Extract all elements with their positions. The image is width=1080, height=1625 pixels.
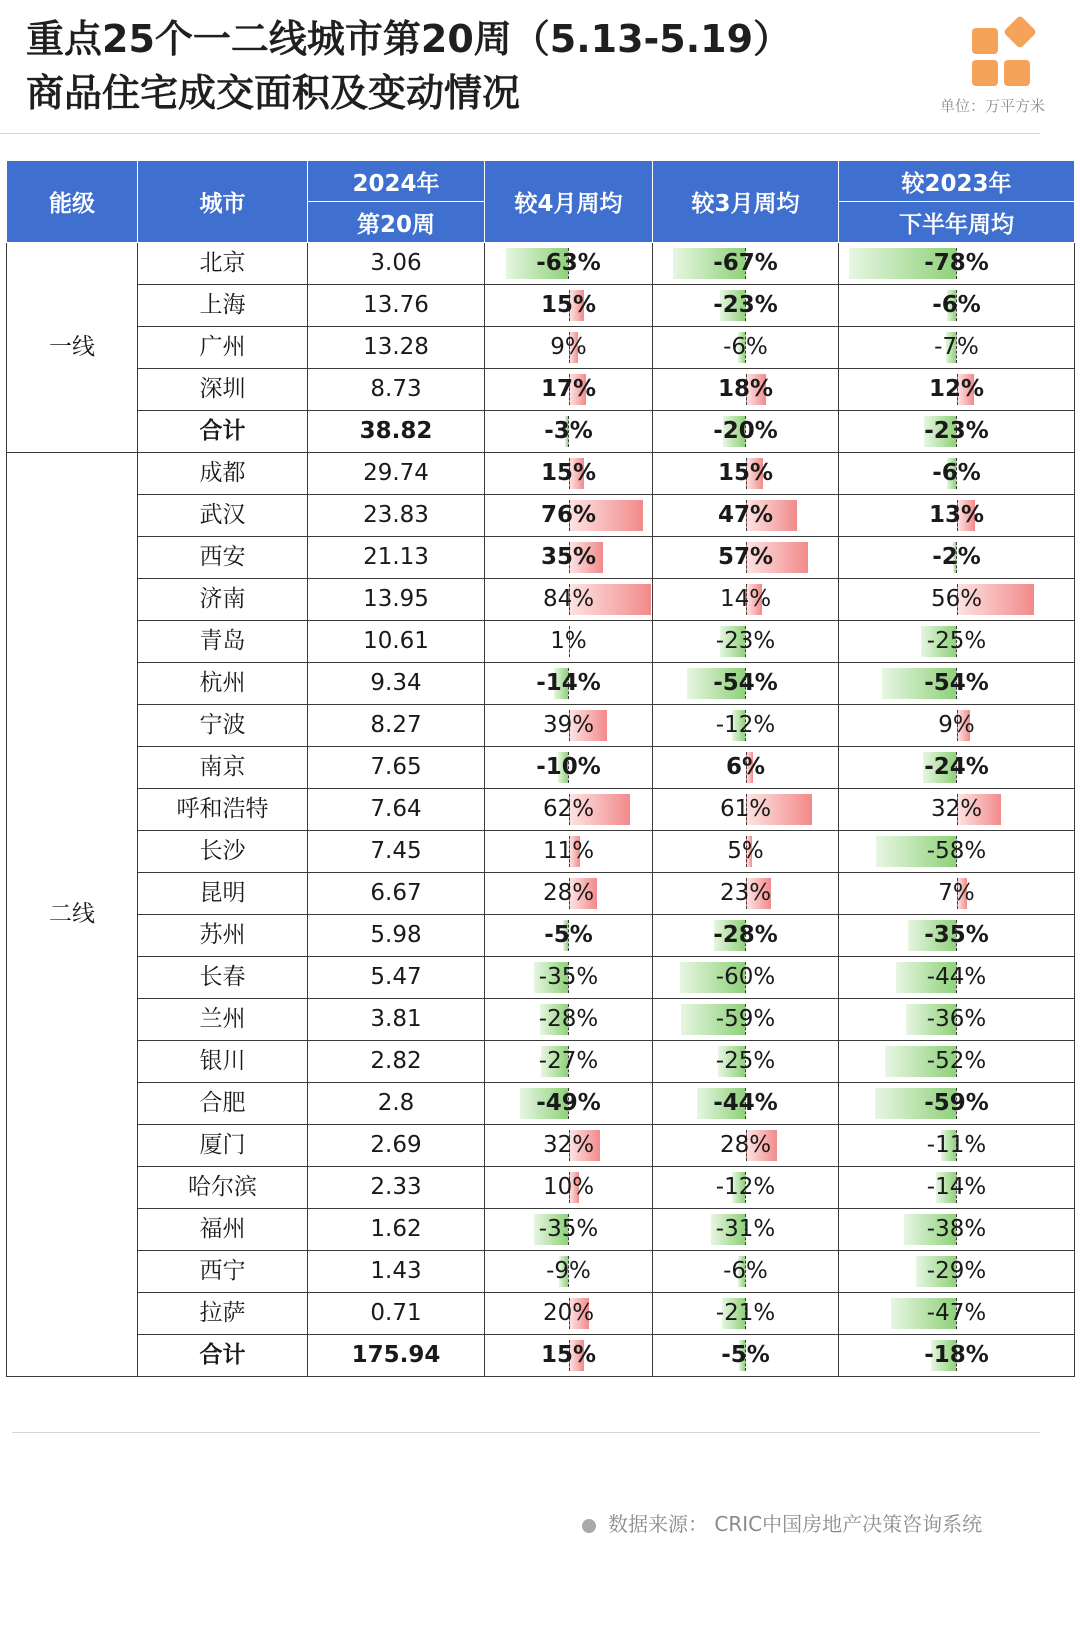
table-row xyxy=(7,1293,1075,1335)
pct-cell-apr xyxy=(485,957,653,999)
pct-cell-apr xyxy=(485,999,653,1041)
pct-cell-apr xyxy=(485,1125,653,1167)
header-vs-april: 较4月周均 xyxy=(485,161,653,243)
pct-value: 10% xyxy=(542,1174,595,1200)
pct-value: -59% xyxy=(715,1006,776,1032)
city-cell: 合计 xyxy=(138,1335,308,1377)
city-cell: 青岛 xyxy=(138,621,308,663)
pct-cell-h2 xyxy=(839,957,1075,999)
pct-cell-h2 xyxy=(839,1167,1075,1209)
pct-cell-apr xyxy=(485,579,653,621)
pct-value: -6% xyxy=(723,334,768,360)
pct-value: 1% xyxy=(550,628,587,654)
table-row xyxy=(7,621,1075,663)
table-row xyxy=(7,1125,1075,1167)
area-cell: 21.13 xyxy=(308,537,485,579)
pct-cell-mar xyxy=(653,1041,839,1083)
bottom-divider xyxy=(12,1432,1040,1433)
pct-value: -12% xyxy=(715,712,776,738)
tier-cell: 二线 xyxy=(7,453,138,1377)
pct-value: 5% xyxy=(727,838,764,864)
table-row xyxy=(7,999,1075,1041)
pct-cell-apr xyxy=(485,915,653,957)
pct-value: -35% xyxy=(924,922,989,948)
pct-value: -29% xyxy=(926,1258,987,1284)
pct-cell-apr xyxy=(485,243,653,285)
pct-cell-mar xyxy=(653,1083,839,1125)
table-row xyxy=(7,957,1075,999)
area-cell: 2.8 xyxy=(308,1083,485,1125)
pct-cell-h2 xyxy=(839,915,1075,957)
city-cell: 广州 xyxy=(138,327,308,369)
pct-value: 76% xyxy=(540,502,597,528)
pct-value: -6% xyxy=(723,1258,768,1284)
city-cell: 银川 xyxy=(138,1041,308,1083)
city-cell: 长沙 xyxy=(138,831,308,873)
pct-cell-apr xyxy=(485,1209,653,1251)
pct-cell-h2 xyxy=(839,1251,1075,1293)
city-cell: 长春 xyxy=(138,957,308,999)
pct-value: -10% xyxy=(536,754,601,780)
city-cell: 上海 xyxy=(138,285,308,327)
city-cell: 宁波 xyxy=(138,705,308,747)
area-cell: 13.95 xyxy=(308,579,485,621)
pct-cell-apr xyxy=(485,1293,653,1335)
pct-value: -14% xyxy=(926,1174,987,1200)
table-row xyxy=(7,1167,1075,1209)
pct-cell-apr xyxy=(485,747,653,789)
pct-cell-apr xyxy=(485,537,653,579)
pct-value: -52% xyxy=(926,1048,987,1074)
pct-value: 9% xyxy=(550,334,587,360)
page-title xyxy=(26,12,926,120)
source-text: 数据来源： CRIC中国房地产决策咨询系统 xyxy=(608,1512,983,1536)
pct-value: -60% xyxy=(715,964,776,990)
pct-value: 6% xyxy=(725,754,766,780)
pct-value: -54% xyxy=(924,670,989,696)
pct-value: 13% xyxy=(928,502,985,528)
header-city: 城市 xyxy=(138,161,308,243)
table-row xyxy=(7,1209,1075,1251)
pct-cell-h2 xyxy=(839,621,1075,663)
table-row xyxy=(7,789,1075,831)
pct-cell-apr xyxy=(485,453,653,495)
pct-cell-h2 xyxy=(839,537,1075,579)
pct-value: -23% xyxy=(924,418,989,444)
pct-cell-apr xyxy=(485,1167,653,1209)
pct-cell-h2 xyxy=(839,999,1075,1041)
pct-cell-h2 xyxy=(839,1125,1075,1167)
pct-value: 39% xyxy=(542,712,595,738)
pct-cell-mar xyxy=(653,537,839,579)
pct-cell-h2 xyxy=(839,369,1075,411)
area-cell: 7.64 xyxy=(308,789,485,831)
pct-value: -44% xyxy=(713,1090,778,1116)
area-cell: 1.43 xyxy=(308,1251,485,1293)
pct-cell-mar xyxy=(653,453,839,495)
header-area-week: 第20周 xyxy=(308,202,485,243)
pct-cell-apr xyxy=(485,411,653,453)
city-cell: 杭州 xyxy=(138,663,308,705)
pct-cell-mar xyxy=(653,495,839,537)
pct-value: -44% xyxy=(926,964,987,990)
area-cell: 2.69 xyxy=(308,1125,485,1167)
area-cell: 5.47 xyxy=(308,957,485,999)
area-cell: 2.82 xyxy=(308,1041,485,1083)
table-row xyxy=(7,453,1075,495)
pct-value: -54% xyxy=(713,670,778,696)
pct-value: -6% xyxy=(932,460,981,486)
pct-value: -12% xyxy=(715,1174,776,1200)
city-cell: 福州 xyxy=(138,1209,308,1251)
table-row xyxy=(7,663,1075,705)
pct-value: 7% xyxy=(938,880,975,906)
pct-cell-mar xyxy=(653,789,839,831)
pct-value: -78% xyxy=(924,250,989,276)
pct-cell-apr xyxy=(485,1251,653,1293)
data-table xyxy=(6,160,1074,1377)
four-squares-logo-icon xyxy=(972,20,1036,84)
pct-value: -67% xyxy=(713,250,778,276)
pct-value: 11% xyxy=(542,838,595,864)
pct-cell-apr xyxy=(485,705,653,747)
data-source xyxy=(582,1508,982,1537)
city-cell: 呼和浩特 xyxy=(138,789,308,831)
pct-value: 32% xyxy=(930,796,983,822)
city-cell: 济南 xyxy=(138,579,308,621)
pct-cell-h2 xyxy=(839,579,1075,621)
city-cell: 昆明 xyxy=(138,873,308,915)
pct-value: 28% xyxy=(542,880,595,906)
area-cell: 7.45 xyxy=(308,831,485,873)
pct-value: -63% xyxy=(536,250,601,276)
pct-cell-mar xyxy=(653,873,839,915)
pct-value: 61% xyxy=(719,796,772,822)
pct-value: -24% xyxy=(924,754,989,780)
area-cell: 6.67 xyxy=(308,873,485,915)
table-row xyxy=(7,579,1075,621)
table-row xyxy=(7,369,1075,411)
tier-cell: 一线 xyxy=(7,243,138,453)
pct-value: 32% xyxy=(542,1132,595,1158)
table-row xyxy=(7,1251,1075,1293)
pct-cell-h2 xyxy=(839,495,1075,537)
pct-value: -18% xyxy=(924,1342,989,1368)
pct-value: -35% xyxy=(538,964,599,990)
pct-value: 15% xyxy=(717,460,774,486)
pct-cell-mar xyxy=(653,1209,839,1251)
pct-cell-mar xyxy=(653,663,839,705)
table-row xyxy=(7,873,1075,915)
pct-value: -11% xyxy=(926,1132,987,1158)
pct-value: 35% xyxy=(540,544,597,570)
pct-cell-h2 xyxy=(839,663,1075,705)
pct-cell-mar xyxy=(653,705,839,747)
pct-value: -6% xyxy=(932,292,981,318)
pct-value: 84% xyxy=(542,586,595,612)
header-area-year: 2024年 xyxy=(308,161,485,202)
table-body xyxy=(7,243,1075,1377)
pct-cell-mar xyxy=(653,1293,839,1335)
pct-cell-h2 xyxy=(839,285,1075,327)
table-row xyxy=(7,705,1075,747)
pct-value: 12% xyxy=(928,376,985,402)
pct-cell-h2 xyxy=(839,747,1075,789)
dot-icon xyxy=(582,1519,596,1533)
pct-value: -3% xyxy=(544,418,593,444)
pct-value: -47% xyxy=(926,1300,987,1326)
pct-cell-apr xyxy=(485,369,653,411)
city-cell: 合计 xyxy=(138,411,308,453)
area-cell: 8.73 xyxy=(308,369,485,411)
table-row xyxy=(7,495,1075,537)
pct-value: 9% xyxy=(938,712,975,738)
city-cell: 西安 xyxy=(138,537,308,579)
area-cell: 13.76 xyxy=(308,285,485,327)
area-cell: 0.71 xyxy=(308,1293,485,1335)
pct-value: -28% xyxy=(538,1006,599,1032)
pct-value: 62% xyxy=(542,796,595,822)
pct-cell-h2 xyxy=(839,1209,1075,1251)
area-cell: 38.82 xyxy=(308,411,485,453)
header-vs-march: 较3月周均 xyxy=(653,161,839,243)
pct-value: 57% xyxy=(717,544,774,570)
pct-value: 15% xyxy=(540,460,597,486)
header-vs-2023-top: 较2023年 xyxy=(839,161,1075,202)
pct-cell-h2 xyxy=(839,327,1075,369)
pct-cell-apr xyxy=(485,789,653,831)
pct-value: -5% xyxy=(721,1342,770,1368)
city-cell: 哈尔滨 xyxy=(138,1167,308,1209)
area-cell: 8.27 xyxy=(308,705,485,747)
table-row xyxy=(7,411,1075,453)
area-cell: 2.33 xyxy=(308,1167,485,1209)
area-cell: 10.61 xyxy=(308,621,485,663)
area-cell: 13.28 xyxy=(308,327,485,369)
pct-cell-apr xyxy=(485,1335,653,1377)
pct-value: -14% xyxy=(536,670,601,696)
pct-value: 15% xyxy=(540,292,597,318)
pct-cell-h2 xyxy=(839,1335,1075,1377)
pct-cell-apr xyxy=(485,663,653,705)
pct-value: -21% xyxy=(715,1300,776,1326)
pct-value: 14% xyxy=(719,586,772,612)
area-cell: 5.98 xyxy=(308,915,485,957)
pct-cell-mar xyxy=(653,957,839,999)
pct-value: 17% xyxy=(540,376,597,402)
pct-cell-mar xyxy=(653,327,839,369)
table-row xyxy=(7,1041,1075,1083)
pct-value: -2% xyxy=(932,544,981,570)
pct-value: -59% xyxy=(924,1090,989,1116)
pct-value: 18% xyxy=(717,376,774,402)
table-row xyxy=(7,1335,1075,1377)
title-line-1: 重点25个一二线城市第20周（5.13-5.19） xyxy=(26,17,792,61)
pct-cell-mar xyxy=(653,1125,839,1167)
city-cell: 拉萨 xyxy=(138,1293,308,1335)
pct-value: -20% xyxy=(713,418,778,444)
pct-value: 56% xyxy=(930,586,983,612)
city-cell: 合肥 xyxy=(138,1083,308,1125)
pct-cell-h2 xyxy=(839,705,1075,747)
table-row xyxy=(7,831,1075,873)
pct-cell-mar xyxy=(653,579,839,621)
pct-cell-h2 xyxy=(839,873,1075,915)
city-cell: 北京 xyxy=(138,243,308,285)
pct-value: 15% xyxy=(540,1342,597,1368)
pct-cell-mar xyxy=(653,1251,839,1293)
pct-cell-h2 xyxy=(839,1293,1075,1335)
city-cell: 苏州 xyxy=(138,915,308,957)
table-row xyxy=(7,537,1075,579)
area-cell: 9.34 xyxy=(308,663,485,705)
pct-value: 28% xyxy=(719,1132,772,1158)
pct-cell-mar xyxy=(653,1335,839,1377)
pct-value: 20% xyxy=(542,1300,595,1326)
area-cell: 175.94 xyxy=(308,1335,485,1377)
city-cell: 成都 xyxy=(138,453,308,495)
pct-value: -31% xyxy=(715,1216,776,1242)
pct-cell-mar xyxy=(653,915,839,957)
pct-cell-mar xyxy=(653,243,839,285)
city-cell: 西宁 xyxy=(138,1251,308,1293)
pct-value: -7% xyxy=(934,334,979,360)
area-cell: 3.81 xyxy=(308,999,485,1041)
pct-value: -9% xyxy=(546,1258,591,1284)
pct-cell-mar xyxy=(653,285,839,327)
pct-value: -35% xyxy=(538,1216,599,1242)
header-tier: 能级 xyxy=(7,161,138,243)
title-line-2: 商品住宅成交面积及变动情况 xyxy=(26,71,521,115)
pct-cell-h2 xyxy=(839,1041,1075,1083)
pct-cell-apr xyxy=(485,285,653,327)
pct-value: -28% xyxy=(713,922,778,948)
table-row xyxy=(7,285,1075,327)
city-cell: 武汉 xyxy=(138,495,308,537)
pct-value: -36% xyxy=(926,1006,987,1032)
city-cell: 深圳 xyxy=(138,369,308,411)
pct-value: -25% xyxy=(715,1048,776,1074)
pct-cell-apr xyxy=(485,873,653,915)
pct-cell-mar xyxy=(653,369,839,411)
pct-value: -25% xyxy=(926,628,987,654)
unit-label: 单位：万平方米 xyxy=(940,97,1046,115)
city-cell: 兰州 xyxy=(138,999,308,1041)
area-cell: 29.74 xyxy=(308,453,485,495)
pct-cell-mar xyxy=(653,999,839,1041)
pct-cell-mar xyxy=(653,1167,839,1209)
pct-value: -5% xyxy=(544,922,593,948)
pct-cell-mar xyxy=(653,747,839,789)
table-row xyxy=(7,243,1075,285)
pct-cell-apr xyxy=(485,327,653,369)
top-divider xyxy=(0,133,1040,134)
pct-value: -49% xyxy=(536,1090,601,1116)
pct-cell-h2 xyxy=(839,411,1075,453)
city-cell: 南京 xyxy=(138,747,308,789)
pct-cell-h2 xyxy=(839,243,1075,285)
area-cell: 3.06 xyxy=(308,243,485,285)
pct-cell-apr xyxy=(485,621,653,663)
city-cell: 厦门 xyxy=(138,1125,308,1167)
pct-cell-h2 xyxy=(839,831,1075,873)
area-cell: 1.62 xyxy=(308,1209,485,1251)
pct-value: -23% xyxy=(713,292,778,318)
area-cell: 23.83 xyxy=(308,495,485,537)
pct-value: -58% xyxy=(926,838,987,864)
pct-value: -38% xyxy=(926,1216,987,1242)
pct-cell-h2 xyxy=(839,453,1075,495)
pct-cell-apr xyxy=(485,1041,653,1083)
pct-value: 23% xyxy=(719,880,772,906)
pct-cell-h2 xyxy=(839,789,1075,831)
pct-cell-apr xyxy=(485,495,653,537)
pct-cell-apr xyxy=(485,1083,653,1125)
header-vs-2023-bottom: 下半年周均 xyxy=(839,202,1075,243)
table-row xyxy=(7,915,1075,957)
pct-cell-mar xyxy=(653,621,839,663)
table-row xyxy=(7,327,1075,369)
pct-value: -27% xyxy=(538,1048,599,1074)
area-cell: 7.65 xyxy=(308,747,485,789)
table-row xyxy=(7,1083,1075,1125)
pct-cell-mar xyxy=(653,831,839,873)
pct-cell-h2 xyxy=(839,1083,1075,1125)
pct-cell-apr xyxy=(485,831,653,873)
pct-value: 47% xyxy=(717,502,774,528)
table-row xyxy=(7,747,1075,789)
pct-cell-mar xyxy=(653,411,839,453)
pct-value: -23% xyxy=(715,628,776,654)
